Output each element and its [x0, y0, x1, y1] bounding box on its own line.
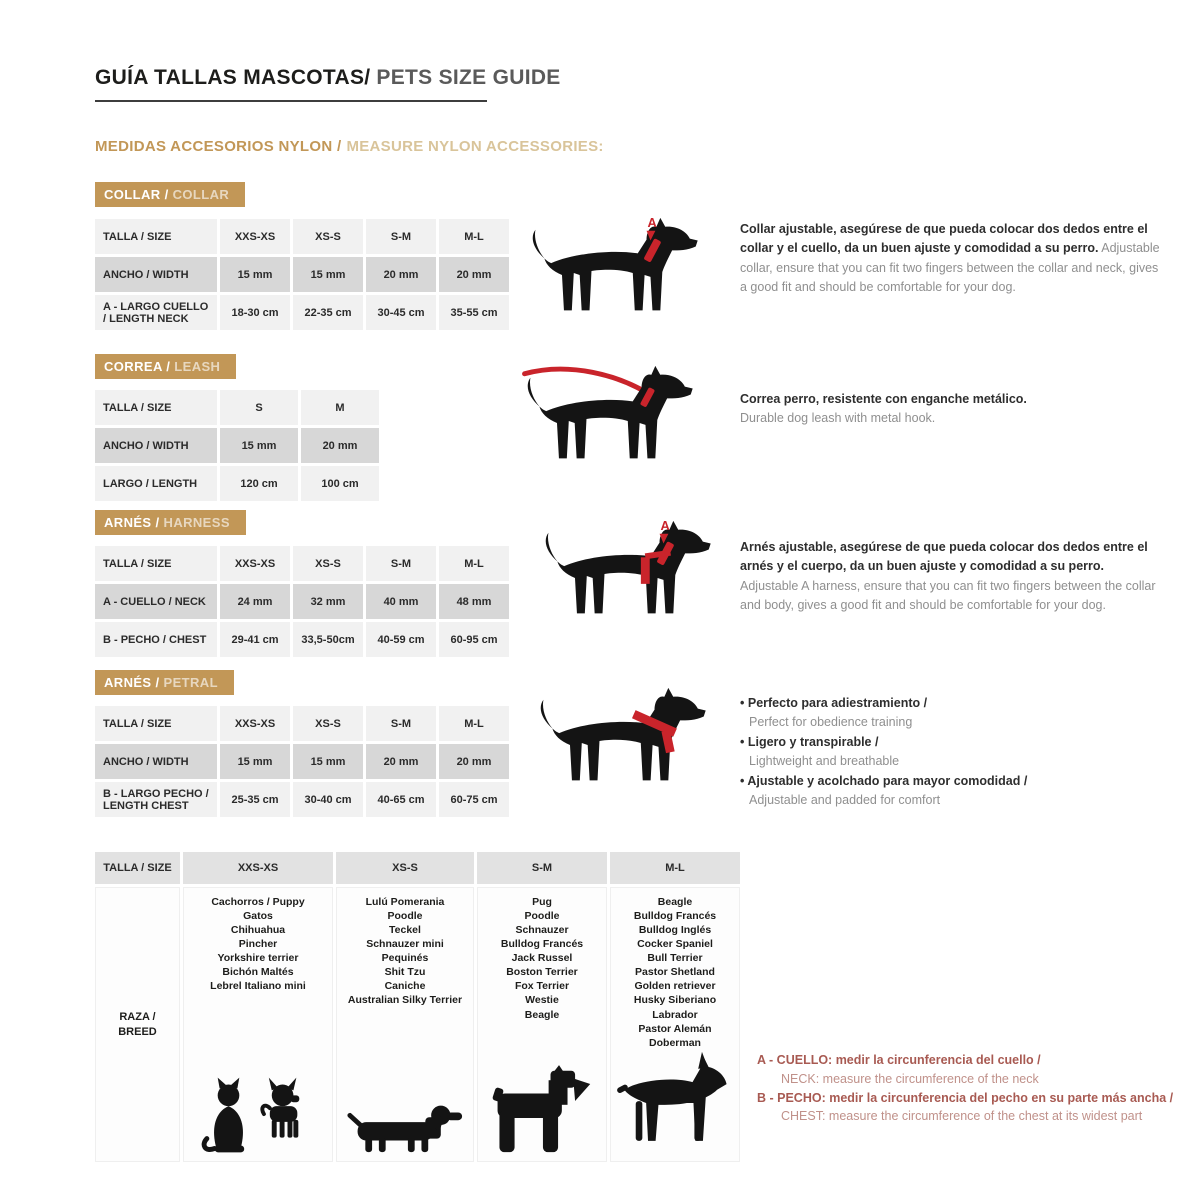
note-a-en: NECK: measure the circumference of the neck: [781, 1071, 1039, 1086]
breed-item: Cocker Spaniel: [637, 938, 713, 951]
dog-collar-icon: [520, 214, 720, 332]
collar-description-es: Collar ajustable, asegúrese de que pueda colocar dos dedos entre el collar y el cuello, da un buen ajuste y comodidad a su perro.: [740, 222, 1148, 256]
harness-section-badge: [95, 510, 246, 535]
breed-table-header-cell: M-L: [610, 852, 740, 884]
size-value-cell: 35-55 cm: [439, 295, 509, 330]
breed-item: Boston Terrier: [506, 966, 578, 979]
size-value-cell: 15 mm: [293, 257, 363, 292]
size-value-cell: 18-30 cm: [220, 295, 290, 330]
schnauzer-icon: [490, 1064, 594, 1156]
breed-item: Lulú Pomerania: [365, 896, 445, 908]
leash-description-en: Durable dog leash with metal hook.: [740, 411, 936, 426]
breed-item: Bull Terrier: [647, 952, 703, 965]
breed-table-header-cell: S-M: [477, 852, 607, 884]
badge-label-es: ARNÉS /: [104, 675, 160, 690]
breed-item: Pastor Alemán: [638, 1022, 712, 1035]
page-title-en: PETS SIZE GUIDE: [376, 66, 561, 89]
red-chest-strap: [641, 557, 650, 584]
dog-silhouette-collar: [520, 214, 720, 332]
page-subtitle-en: MEASURE NYLON ACCESSORIES:: [346, 138, 604, 155]
breed-item: Chihuahua: [230, 924, 286, 937]
breed-item: Schnauzer: [515, 924, 569, 937]
petral-size-table: [95, 706, 509, 817]
dog-harness-icon: [533, 517, 733, 635]
breed-item: Bulldog Francés: [633, 910, 717, 923]
leash-size-table: [95, 390, 379, 501]
breed-item: Beagle: [524, 1008, 560, 1021]
size-value-cell: 20 mm: [439, 744, 509, 779]
size-row-label: ANCHO / WIDTH: [95, 744, 217, 779]
size-row-label: TALLA / SIZE: [95, 219, 217, 254]
size-column-header: S-M: [366, 219, 436, 254]
size-row-label: A - LARGO CUELLO / LENGTH NECK: [95, 295, 217, 330]
breed-item: Pastor Shetland: [635, 966, 715, 979]
breed-item: Cachorros / Puppy: [211, 896, 305, 908]
breed-item: Pug: [532, 896, 552, 908]
size-value-cell: 29-41 cm: [220, 622, 290, 657]
harness-size-table: [95, 546, 509, 657]
size-value-cell: 20 mm: [366, 744, 436, 779]
breed-item: Husky Siberiano: [633, 994, 717, 1007]
size-column-header: XXS-XS: [220, 546, 290, 581]
size-value-cell: 20 mm: [366, 257, 436, 292]
dog-leash-icon: [515, 362, 715, 480]
size-value-cell: 22-35 cm: [293, 295, 363, 330]
badge-label-en: COLLAR: [172, 187, 230, 202]
breed-item: Westie: [525, 994, 559, 1007]
harness-description-en: Adjustable A harness, ensure that you can fit two fingers between the collar and body, gives a good fit and should be comfortable for your dog.: [740, 578, 1156, 613]
page-title: [95, 66, 561, 102]
breed-item: Yorkshire terrier: [217, 952, 299, 965]
breed-item: Jack Russel: [511, 952, 573, 965]
note-a-es: A - CUELLO: medir la circunferencia del cuello /: [757, 1053, 1041, 1067]
badge-label-es: COLLAR /: [104, 187, 169, 202]
breed-list: [348, 895, 462, 1008]
breed-table-header-cell: TALLA / SIZE: [95, 852, 180, 884]
size-value-cell: 40-59 cm: [366, 622, 436, 657]
breed-item: Teckel: [389, 924, 421, 937]
petral-section-badge: [95, 670, 234, 695]
cat-and-chihuahua-icon: [199, 1076, 317, 1156]
feature-en: Adjustable and padded for comfort: [749, 792, 941, 807]
feature-en: Lightweight and breathable: [749, 754, 900, 769]
size-column-header: S: [220, 390, 298, 425]
collar-description: [740, 220, 1164, 298]
breed-size-table: [95, 852, 740, 1162]
breed-item: Pequinés: [381, 952, 429, 965]
feature-es: • Perfecto para adiestramiento /: [740, 694, 1164, 713]
size-value-cell: 120 cm: [220, 466, 298, 501]
measure-point-a-label: A: [660, 517, 670, 533]
size-column-header: XXS-XS: [220, 219, 290, 254]
badge-label-es: ARNÉS /: [104, 515, 160, 530]
size-column-header: XS-S: [293, 706, 363, 741]
breed-item: Poodle: [387, 910, 423, 923]
note-b-es: B - PECHO: medir la circunferencia del pecho en su parte más ancha /: [757, 1090, 1174, 1105]
red-leash-line: [525, 369, 655, 397]
size-column-header: S-M: [366, 706, 436, 741]
harness-description-es: Arnés ajustable, asegúrese de que pueda colocar dos dedos entre el arnés y el cuerpo, da un buen ajuste y comodidad a su perro.: [740, 540, 1148, 574]
breed-item: Golden retriever: [634, 980, 716, 993]
size-value-cell: 40-65 cm: [366, 782, 436, 817]
list-item: [740, 733, 1164, 772]
size-row-label: TALLA / SIZE: [95, 546, 217, 581]
collar-section-badge: [95, 182, 245, 207]
size-value-cell: 25-35 cm: [220, 782, 290, 817]
leash-description-es: Correa perro, resistente con enganche metálico.: [740, 392, 1027, 406]
size-value-cell: 15 mm: [220, 744, 290, 779]
size-column-header: XS-S: [293, 546, 363, 581]
size-row-label: TALLA / SIZE: [95, 390, 217, 425]
size-column-header: XS-S: [293, 219, 363, 254]
size-column-header: M-L: [439, 706, 509, 741]
badge-label-en: HARNESS: [163, 515, 230, 530]
list-item: [740, 772, 1164, 811]
breed-item: Lebrel Italiano mini: [210, 980, 306, 993]
dog-silhouette-harness: [533, 517, 733, 635]
size-column-header: M-L: [439, 219, 509, 254]
size-value-cell: 30-45 cm: [366, 295, 436, 330]
breed-item: Bichón Maltés: [222, 966, 294, 979]
size-row-label: ANCHO / WIDTH: [95, 428, 217, 463]
breed-item: Beagle: [657, 896, 693, 908]
badge-label-en: LEASH: [174, 359, 221, 374]
breed-table-header-cell: XXS-XS: [183, 852, 333, 884]
page-subtitle-es: MEDIDAS ACCESORIOS NYLON /: [95, 138, 342, 155]
size-row-label: B - LARGO PECHO / LENGTH CHEST: [95, 782, 217, 817]
breed-item: Fox Terrier: [514, 980, 570, 993]
breed-list: [210, 895, 306, 993]
size-value-cell: 30-40 cm: [293, 782, 363, 817]
dog-petral-icon: [528, 684, 728, 802]
collar-description-en: Adjustable collar, ensure that you can fit two fingers between the collar and neck, gives a good fit and should be comfortable for your dog.: [740, 241, 1160, 295]
page-title-es: GUÍA TALLAS MASCOTAS/: [95, 66, 371, 89]
size-column-header: M: [301, 390, 379, 425]
size-value-cell: 24 mm: [220, 584, 290, 619]
breed-row-label: RAZA / BREED: [118, 1010, 157, 1039]
breed-item: Schnauzer mini: [366, 938, 444, 951]
petral-feature-list: [740, 694, 1164, 810]
size-value-cell: 100 cm: [301, 466, 379, 501]
breed-column-m-l: [610, 887, 740, 1162]
breed-column-xxs-xs: [183, 887, 333, 1162]
size-row-label: TALLA / SIZE: [95, 706, 217, 741]
breed-column-s-m: [477, 887, 607, 1162]
size-row-label: LARGO / LENGTH: [95, 466, 217, 501]
list-item: [740, 694, 1164, 733]
size-row-label: A - CUELLO / NECK: [95, 584, 217, 619]
size-value-cell: 15 mm: [293, 744, 363, 779]
size-column-header: XXS-XS: [220, 706, 290, 741]
size-value-cell: 15 mm: [220, 428, 298, 463]
size-column-header: M-L: [439, 546, 509, 581]
size-value-cell: 33,5-50cm: [293, 622, 363, 657]
size-column-header: S-M: [366, 546, 436, 581]
breed-item: Pincher: [238, 938, 278, 951]
breed-item: Shit Tzu: [384, 966, 426, 979]
dachshund-icon: [342, 1096, 468, 1156]
size-value-cell: 60-95 cm: [439, 622, 509, 657]
size-value-cell: 20 mm: [301, 428, 379, 463]
leash-description: [740, 390, 1164, 429]
feature-en: Perfect for obedience training: [749, 715, 913, 730]
breed-column-xs-s: [336, 887, 474, 1162]
leash-section-badge: [95, 354, 236, 379]
measure-point-a-label: A: [647, 214, 657, 230]
breed-row-label-cell: [95, 887, 180, 1162]
size-value-cell: 15 mm: [220, 257, 290, 292]
collar-size-table: [95, 219, 509, 330]
badge-label-es: CORREA /: [104, 359, 171, 374]
feature-es: • Ajustable y acolchado para mayor comodidad /: [740, 772, 1164, 791]
size-row-label: ANCHO / WIDTH: [95, 257, 217, 292]
breed-table-header-cell: XS-S: [336, 852, 474, 884]
size-row-label: B - PECHO / CHEST: [95, 622, 217, 657]
breed-list: [501, 895, 583, 1022]
badge-label-en: PETRAL: [163, 675, 218, 690]
breed-item: Australian Silky Terrier: [347, 994, 463, 1007]
size-value-cell: 60-75 cm: [439, 782, 509, 817]
size-value-cell: 40 mm: [366, 584, 436, 619]
measurement-notes: [757, 1051, 1191, 1126]
breed-item: Caniche: [384, 980, 426, 993]
size-value-cell: 48 mm: [439, 584, 509, 619]
feature-es: • Ligero y transpirable /: [740, 733, 1164, 752]
breed-item: Poodle: [524, 910, 560, 923]
breed-list: [634, 895, 716, 1050]
size-value-cell: 20 mm: [439, 257, 509, 292]
harness-description: [740, 538, 1164, 616]
breed-item: Gatos: [243, 910, 273, 923]
doberman-icon: [611, 1050, 739, 1156]
breed-item: Bulldog Inglés: [638, 924, 712, 937]
size-value-cell: 32 mm: [293, 584, 363, 619]
breed-item: Doberman: [649, 1036, 701, 1049]
dog-silhouette-leash: [515, 362, 715, 480]
dog-silhouette-petral: [528, 684, 728, 802]
breed-item: Labrador: [652, 1008, 698, 1021]
breed-item: Bulldog Francés: [500, 938, 584, 951]
note-b-en: CHEST: measure the circumference of the chest at its widest part: [781, 1109, 1143, 1124]
page-subtitle: [95, 138, 604, 155]
